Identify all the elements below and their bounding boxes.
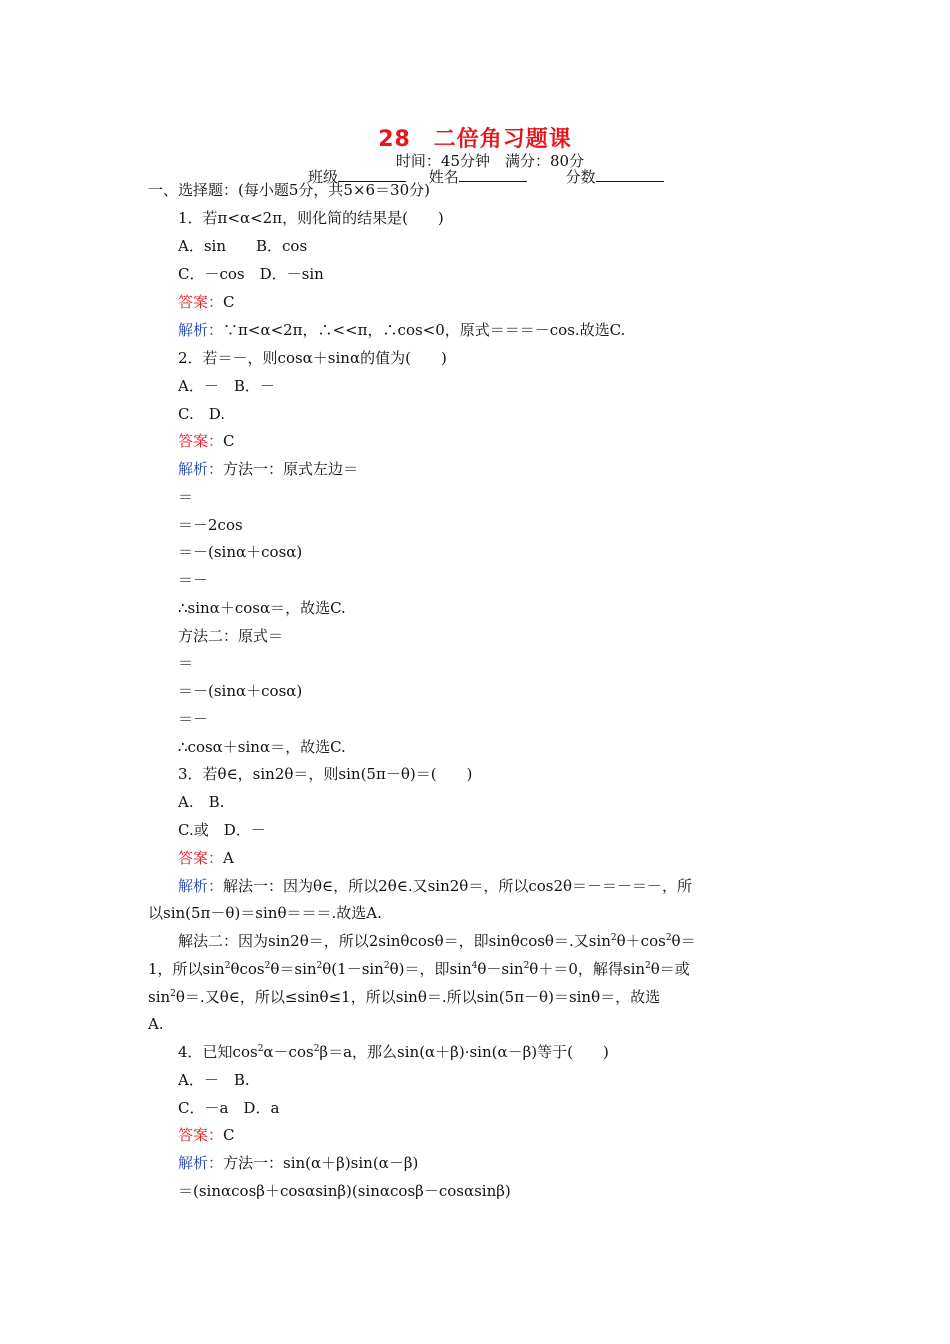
q3-solution-line: 以sin(5π－θ)＝sinθ＝＝＝.故选A. <box>148 904 382 922</box>
q2-solution-line <box>178 459 358 479</box>
q2-solution-line: ＝－(sinα＋cosα) <box>178 682 303 700</box>
q4-answer <box>178 1125 235 1145</box>
solution-text: 方法一：原式左边＝ <box>223 460 359 478</box>
name-blank[interactable] <box>459 167 527 182</box>
q2-stem: 2．若＝－，则cosα＋sinα的值为( ) <box>178 349 447 367</box>
q4-options-cd: C．－a D．a <box>178 1099 280 1117</box>
q3-solution-line: 1，所以$\sin^2\theta\cos^2\theta=\sin^2\theta(1-\sin^2\theta)=$，即$\sin^4\theta-\sin^2\theta+=0$，解得$\sin^2\theta=$或 <box>148 960 690 978</box>
q3-options-cd: C.或 D．－ <box>178 821 266 839</box>
q3-solution-line: 解法二：因为sin2θ＝，所以2sinθcosθ＝，即sinθcosθ＝.又$\sin^2\theta+\cos^2\theta=$ <box>178 932 696 950</box>
section-heading: 一、选择题：(每小题5分，共5×6＝30分) <box>148 181 430 199</box>
page-title: 28 二倍角习题课 <box>378 127 572 152</box>
q4-solution-line: ＝(sinαcosβ＋cosαsinβ)(sinαcosβ－cosαsinβ) <box>178 1182 511 1200</box>
answer-label: 答案： <box>178 1126 224 1144</box>
class-label: 班级 <box>308 168 339 186</box>
q3-stem: 3．若θ∈，sin2θ＝，则sin(5π－θ)＝( ) <box>178 765 473 783</box>
solution-text: 解法一：因为θ∈，所以2θ∈.又sin2θ＝，所以cos2θ＝－＝－＝－，所 <box>223 877 693 895</box>
solution-label: 解析： <box>178 321 224 339</box>
answer-value: C <box>223 432 235 450</box>
answer-label: 答案： <box>178 849 224 867</box>
q1-options-ab: A．sin B．cos <box>178 237 308 255</box>
q3-options-ab: A. B. <box>178 793 225 811</box>
q2-solution-line: ＝－ <box>178 710 209 728</box>
q4-solution-line <box>178 1153 418 1173</box>
q1-stem: 1．若π<α<2π，则化简的结果是( ) <box>178 209 444 227</box>
q2-solution-line: ＝ <box>178 488 194 506</box>
solution-text: 方法一：sin(α＋β)sin(α－β) <box>223 1154 419 1172</box>
answer-label: 答案： <box>178 293 224 311</box>
solution-label: 解析： <box>178 460 224 478</box>
q2-solution-line: ∴cosα＋sinα＝，故选C. <box>178 738 346 756</box>
q1-solution <box>178 320 625 340</box>
q2-solution-line: ∴sinα＋cosα＝，故选C. <box>178 599 346 617</box>
q2-options-cd: C. D. <box>178 405 225 423</box>
answer-value: C <box>223 1126 235 1144</box>
score-label: 分数 <box>565 168 596 186</box>
q2-solution-line: ＝－2cos <box>178 516 243 534</box>
q3-solution-line: A. <box>148 1015 164 1033</box>
q3-solution-line: $\sin^2\theta=$.又θ∈，所以≤sinθ≤1，所以sinθ＝.所以sin(5π－θ)＝sinθ＝，故选 <box>148 988 661 1006</box>
exam-meta: 时间：45分钟 满分：80分 <box>395 152 585 170</box>
q2-answer <box>178 431 235 451</box>
q1-answer <box>178 292 235 312</box>
answer-label: 答案： <box>178 432 224 450</box>
name-label: 姓名 <box>428 168 459 186</box>
score-blank[interactable] <box>596 167 664 182</box>
q2-solution-line: ＝ <box>178 654 194 672</box>
answer-value: C <box>223 293 235 311</box>
q1-options-cd: C．－cos D．－sin <box>178 265 324 283</box>
solution-label: 解析： <box>178 1154 224 1172</box>
q2-solution-line: ＝－ <box>178 571 209 589</box>
q2-options-ab: A．－ B．－ <box>178 377 275 395</box>
q4-stem: 4．已知$\cos^2\alpha-\cos^2\beta=a$，那么sin(α＋β)·sin(α－β)等于( ) <box>178 1043 609 1061</box>
solution-text: ∵π<α<2π，∴<<π，∴cos<0，原式＝＝＝－cos.故选C. <box>223 321 626 339</box>
q2-solution-line: ＝－(sinα＋cosα) <box>178 543 303 561</box>
solution-label: 解析： <box>178 877 224 895</box>
q4-options-ab: A．－ B. <box>178 1071 250 1089</box>
q3-answer <box>178 848 234 868</box>
q2-solution-line: 方法二：原式＝ <box>178 627 284 645</box>
answer-value: A <box>223 849 234 867</box>
q3-solution-line <box>178 876 692 896</box>
